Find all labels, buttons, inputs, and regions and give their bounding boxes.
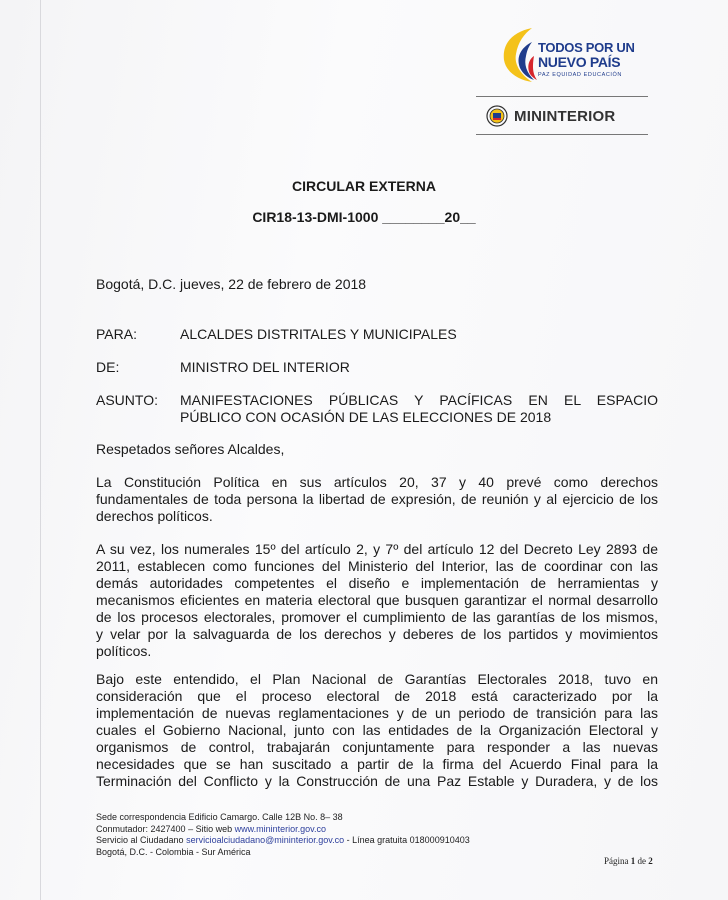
paragraph-line: derechos políticos. bbox=[96, 508, 213, 524]
paragraph-1 bbox=[96, 474, 658, 525]
brand-logo bbox=[498, 26, 648, 88]
flag-swoosh-icon bbox=[498, 26, 538, 86]
paragraph-line: organismos de control, trabajarán conjuntamente para responder a las nuevas bbox=[96, 739, 658, 755]
salutation: Respetados señores Alcaldes, bbox=[96, 441, 285, 457]
page-middle: de bbox=[635, 856, 649, 866]
asunto-value bbox=[180, 392, 658, 426]
paragraph-line: cuales el Gobierno Nacional, junto con las entidades de la Organización Electoral y bbox=[96, 722, 658, 738]
website-link[interactable]: www.mininterior.gov.co bbox=[234, 823, 326, 834]
paragraph-line: demás autoridades competentes el diseño e implementación de herramientas y bbox=[96, 575, 658, 591]
paragraph-line: necesidades que se han suscitado a partir de la firma del Acuerdo Final para la bbox=[96, 756, 658, 772]
date-line: Bogotá, D.C. jueves, 22 de febrero de 2018 bbox=[96, 276, 367, 292]
logo-rule-bottom bbox=[476, 134, 648, 135]
paragraph-line: políticos. bbox=[96, 643, 152, 659]
margin-shadow bbox=[40, 0, 41, 900]
page-total: 2 bbox=[648, 856, 653, 866]
page-number bbox=[604, 856, 653, 866]
asunto-line: PÚBLICO CON OCASIÓN DE LAS ELECCIONES DE 2018 bbox=[180, 409, 552, 425]
page-current: 1 bbox=[630, 856, 636, 866]
footer-address: Sede correspondencia Edificio Camargo. Calle 12B No. 8– 38 bbox=[96, 812, 343, 822]
document-code: CIR18-13-DMI-1000 ________20__ bbox=[252, 209, 476, 225]
asunto-line: MANIFESTACIONES PÚBLICAS Y PACÍFICAS EN EL ESPACIO bbox=[180, 392, 658, 408]
footer-location: Bogotá, D.C. - Colombia - Sur América bbox=[96, 846, 251, 857]
de-label: DE: bbox=[96, 359, 120, 375]
asunto-label: ASUNTO: bbox=[96, 392, 158, 408]
para-value: ALCALDES DISTRITALES Y MUNICIPALES bbox=[180, 326, 457, 342]
para-label: PARA: bbox=[96, 326, 137, 342]
coat-of-arms-icon bbox=[486, 105, 508, 127]
brand-line-1: TODOS POR UN bbox=[538, 40, 635, 55]
paragraph-line: implementación de nuevas reglamentaciones y de un periodo de transición para las bbox=[96, 705, 658, 721]
de-value: MINISTRO DEL INTERIOR bbox=[180, 359, 350, 375]
paragraph-line: y velar por la salvaguarda de los derechos y deberes de los partidos y movimientos bbox=[96, 626, 658, 642]
paragraph-line: Bajo este entendido, el Plan Nacional de Garantías Electorales 2018, tuvo en bbox=[96, 671, 658, 687]
paragraph-line: de los procesos electorales, promover el cumplimiento de las garantías de los mismos, bbox=[96, 609, 658, 625]
paragraph-line: fundamentales de toda persona la libertad de expresión, de reunión y al ejercicio de los bbox=[96, 491, 658, 507]
document-title: CIRCULAR EXTERNA bbox=[292, 178, 436, 194]
page-prefix: Página bbox=[604, 856, 631, 866]
footer-hotline: - Línea gratuita 018000910403 bbox=[344, 835, 470, 845]
paragraph-line: consideración que el proceso electoral de 2018 está caracterizado por la bbox=[96, 688, 658, 704]
paragraph-line: A su vez, los numerales 15º del artículo 2, y 7º del artículo 12 del Decreto Ley 2893 de bbox=[96, 541, 658, 557]
paragraph-line: 2011, establecen como funciones del Ministerio del Interior, las de coordinar con las bbox=[96, 558, 658, 574]
paragraph-line: La Constitución Política en sus artículos 20, 37 y 40 prevé como derechos bbox=[96, 474, 658, 490]
email-link[interactable]: servicioalciudadano@mininterior.gov.co bbox=[186, 835, 345, 845]
ministry-logo bbox=[486, 104, 615, 128]
logo-rule-top bbox=[476, 96, 648, 97]
footer-phone: Conmutador: 2427400 – Sitio web bbox=[96, 823, 235, 834]
footer-phone-line bbox=[96, 824, 470, 836]
paragraph-line: Terminación del Conflicto y la Construcción de una Paz Estable y Duradera, y de los bbox=[96, 773, 658, 789]
footer bbox=[96, 812, 470, 858]
paragraph-line: mecanismos eficientes en materia electoral que busquen garantizar el normal desarrollo bbox=[96, 592, 658, 608]
ministry-name: MININTERIOR bbox=[514, 107, 616, 125]
footer-service-label: Servicio al Ciudadano bbox=[96, 835, 187, 845]
paragraph-3 bbox=[96, 671, 658, 790]
brand-line-2: NUEVO PAÍS bbox=[538, 54, 621, 70]
footer-service-line bbox=[96, 835, 470, 847]
brand-tagline: PAZ EQUIDAD EDUCACIÓN bbox=[538, 72, 623, 78]
paragraph-2 bbox=[96, 541, 658, 660]
